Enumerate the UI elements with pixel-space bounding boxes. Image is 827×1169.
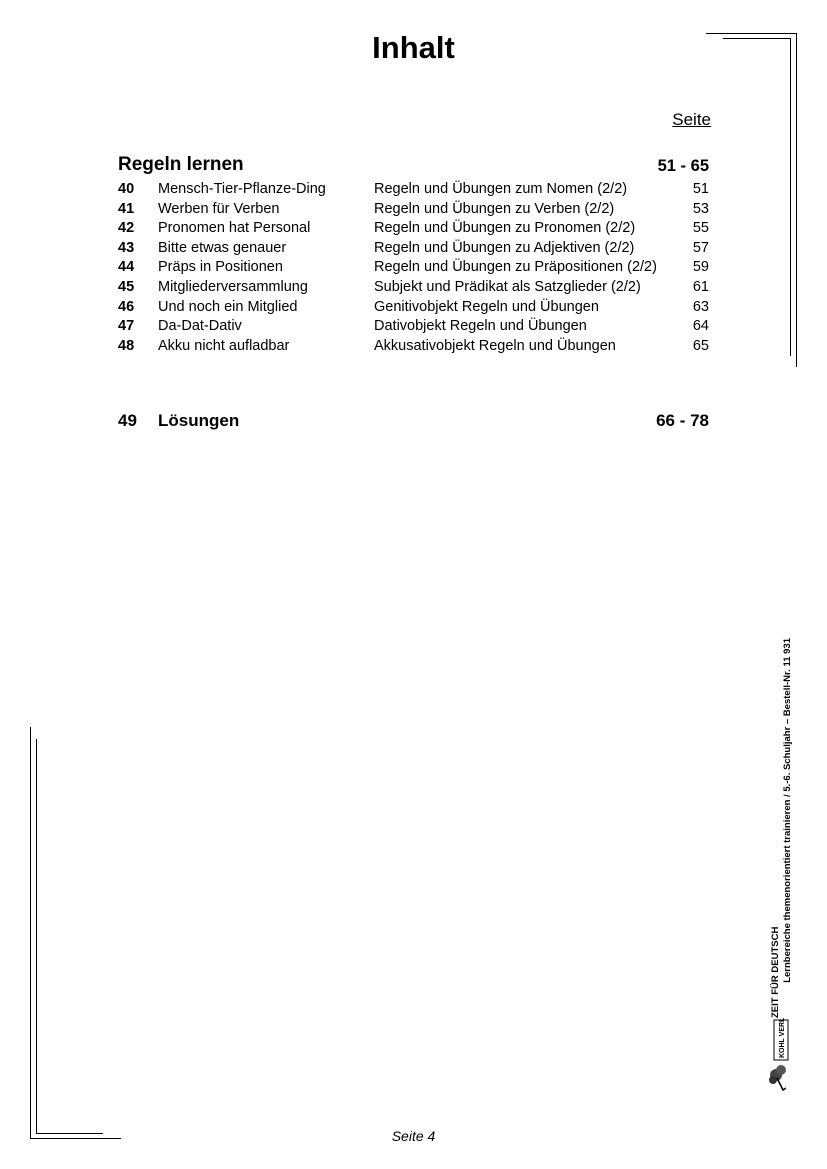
- page-footer: Seite 4: [391, 1128, 436, 1144]
- series-subtitle: Lernbereiche themenorientiert trainieren / 5.-6. Schuljahr – Bestell-Nr. 11 931: [782, 638, 793, 983]
- toc-row: [0, 317, 827, 337]
- toc-row-page: 63: [692, 298, 709, 315]
- publisher-logo-icon: [765, 1018, 793, 1092]
- toc-row-description: Regeln und Übungen zu Adjektiven (2/2): [374, 239, 635, 256]
- series-title: ZEIT FÜR DEUTSCH: [770, 926, 781, 1018]
- toc-row-page: 64: [692, 318, 709, 335]
- toc-list: [0, 180, 827, 356]
- solutions-page-range: 66 - 78: [656, 411, 709, 430]
- toc-row-number: 42: [118, 220, 135, 237]
- toc-row-page: 59: [692, 259, 709, 276]
- publisher-sidebar: [768, 638, 806, 1018]
- sidebar-text-rotated: [768, 638, 806, 1018]
- toc-row-description: Genitivobjekt Regeln und Übungen: [374, 298, 599, 315]
- toc-row-description: Subjekt und Prädikat als Satzglieder (2/2): [374, 278, 641, 295]
- toc-row-description: Regeln und Übungen zu Pronomen (2/2): [374, 220, 636, 237]
- toc-row: [0, 200, 827, 220]
- toc-row-title: Da-Dat-Dativ: [158, 318, 242, 335]
- toc-row: [0, 239, 827, 259]
- toc-row-page: 55: [692, 220, 709, 237]
- toc-row-description: Regeln und Übungen zum Nomen (2/2): [374, 181, 628, 197]
- toc-row-title: Und noch ein Mitglied: [158, 298, 298, 315]
- page-column-header: Seite: [672, 110, 711, 129]
- toc-row-number: 44: [118, 259, 135, 276]
- toc-row-number: 43: [118, 239, 135, 256]
- toc-row: [0, 337, 827, 357]
- toc-row-description: Regeln und Übungen zu Präpositionen (2/2): [374, 259, 657, 276]
- toc-row-number: 46: [118, 298, 135, 315]
- section-page-range: 51 - 65: [657, 157, 709, 175]
- solutions-title: Lösungen: [158, 411, 240, 430]
- toc-row: [0, 180, 827, 200]
- toc-row: [0, 298, 827, 318]
- toc-row-number: 41: [118, 200, 135, 217]
- toc-row-description: Dativobjekt Regeln und Übungen: [374, 318, 587, 335]
- solutions-number: 49: [118, 411, 137, 430]
- toc-row-title: Werben für Verben: [158, 200, 280, 217]
- toc-row-page: 65: [692, 337, 709, 354]
- page-title: Inhalt: [372, 30, 455, 65]
- toc-row-description: Akkusativobjekt Regeln und Übungen: [374, 337, 616, 354]
- publisher-logo: [765, 1018, 793, 1092]
- toc-row-title: Mitgliederversammlung: [158, 278, 308, 295]
- toc-row-title: Akku nicht aufladbar: [158, 337, 290, 354]
- toc-row-description: Regeln und Übungen zu Verben (2/2): [374, 200, 615, 217]
- toc-row-page: 51: [692, 181, 709, 197]
- section-title: Regeln lernen: [118, 154, 244, 175]
- toc-row-number: 40: [118, 181, 135, 197]
- toc-row-page: 61: [692, 278, 709, 295]
- toc-row-title: Bitte etwas genauer: [158, 239, 287, 256]
- toc-row-title: Mensch-Tier-Pflanze-Ding: [158, 181, 326, 197]
- toc-row: [0, 278, 827, 298]
- toc-row: [0, 258, 827, 278]
- toc-row-number: 45: [118, 278, 135, 295]
- toc-row-number: 47: [118, 318, 135, 335]
- toc-row-number: 48: [118, 337, 135, 354]
- toc-row-page: 57: [692, 239, 709, 256]
- toc-row-title: Pronomen hat Personal: [158, 220, 311, 237]
- frame-bottom-left-v2: [36, 739, 37, 1134]
- publisher-logo-text: KOHL VERLAG: [779, 1018, 786, 1058]
- frame-bottom-left-v1: [30, 727, 31, 1139]
- toc-row: [0, 219, 827, 239]
- toc-row-title: Präps in Positionen: [158, 259, 283, 276]
- toc-row-page: 53: [692, 200, 709, 217]
